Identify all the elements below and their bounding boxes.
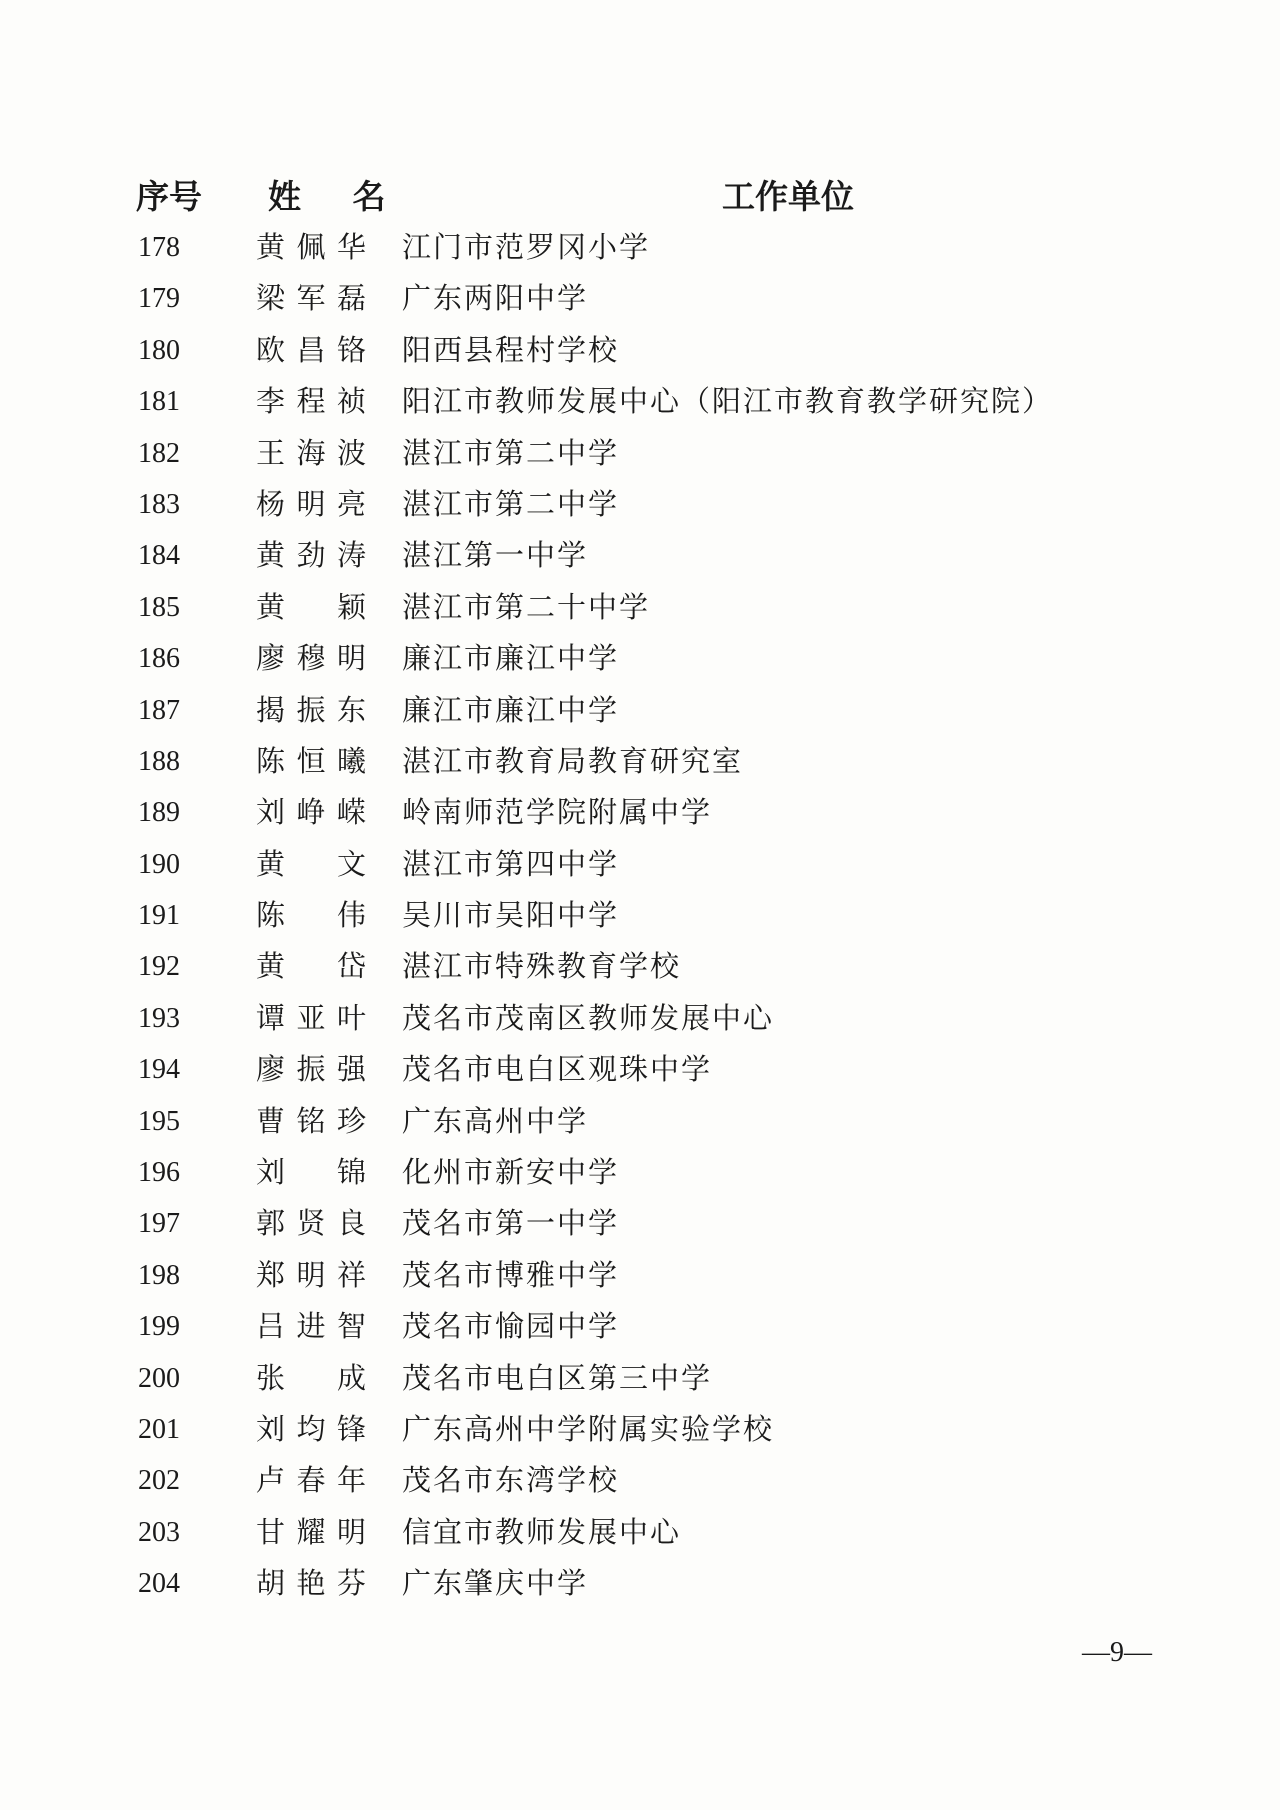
row-seq: 179 <box>138 283 180 315</box>
row-seq: 201 <box>138 1413 180 1445</box>
table-row <box>0 376 1280 427</box>
row-unit: 茂名市第一中学 <box>402 1206 620 1241</box>
table-header <box>0 172 1280 222</box>
row-seq: 188 <box>138 745 180 777</box>
table-row <box>0 1353 1280 1404</box>
row-seq: 178 <box>138 232 180 263</box>
row-unit: 岭南师范学院附属中学 <box>402 795 713 830</box>
row-seq: 183 <box>138 488 180 520</box>
row-seq: 187 <box>138 694 180 726</box>
row-unit: 湛江市第二中学 <box>402 435 620 470</box>
row-unit: 湛江市第四中学 <box>402 846 620 881</box>
row-name: 张成 <box>256 1360 366 1395</box>
row-unit: 茂名市愉园中学 <box>402 1309 620 1344</box>
row-unit: 茂名市电白区观珠中学 <box>402 1052 713 1087</box>
row-seq: 197 <box>138 1208 180 1240</box>
row-name: 郑明祥 <box>256 1257 366 1292</box>
table-row <box>0 993 1280 1044</box>
table-row <box>0 890 1280 941</box>
table-row <box>0 582 1280 633</box>
row-unit: 阳西县程村学校 <box>402 332 620 367</box>
row-name: 王海波 <box>256 435 366 470</box>
row-name: 刘锦 <box>256 1155 366 1190</box>
row-seq: 182 <box>138 437 180 469</box>
row-seq: 194 <box>138 1054 180 1086</box>
row-seq: 180 <box>138 334 180 366</box>
table-row <box>0 1147 1280 1198</box>
row-name: 廖振强 <box>256 1052 366 1087</box>
row-unit: 茂名市博雅中学 <box>402 1257 620 1292</box>
table-row <box>0 1198 1280 1249</box>
row-seq: 181 <box>138 386 180 418</box>
row-name: 谭亚叶 <box>256 1000 366 1035</box>
header-seq: 序号 <box>136 177 202 216</box>
row-name: 廖穆明 <box>256 641 366 676</box>
table-row <box>0 787 1280 838</box>
table-row <box>0 1455 1280 1506</box>
row-name: 曹铭珍 <box>256 1103 366 1138</box>
row-seq: 190 <box>138 848 180 880</box>
row-seq: 192 <box>138 951 180 983</box>
row-unit: 廉江市廉江中学 <box>402 692 620 727</box>
table-row <box>0 685 1280 736</box>
row-seq: 204 <box>138 1568 180 1600</box>
row-unit: 湛江市特殊教育学校 <box>402 949 682 984</box>
table-row <box>0 1250 1280 1301</box>
row-name: 黄岱 <box>256 949 366 984</box>
row-seq: 191 <box>138 900 180 932</box>
row-name: 黄颖 <box>256 589 366 624</box>
table-body <box>0 222 1280 1610</box>
row-name: 杨明亮 <box>256 486 366 521</box>
table-row <box>0 1404 1280 1455</box>
table-row <box>0 1044 1280 1095</box>
row-unit: 广东肇庆中学 <box>402 1566 589 1601</box>
row-name: 郭贤良 <box>256 1206 366 1241</box>
table-row <box>0 736 1280 787</box>
row-seq: 203 <box>138 1516 180 1548</box>
row-unit: 湛江市第二中学 <box>402 486 620 521</box>
table-row <box>0 1096 1280 1147</box>
row-unit: 茂名市电白区第三中学 <box>402 1360 713 1395</box>
row-unit: 廉江市廉江中学 <box>402 641 620 676</box>
row-name: 揭振东 <box>256 692 366 727</box>
header-unit: 工作单位 <box>722 177 854 216</box>
row-name: 吕进智 <box>256 1309 366 1344</box>
row-name: 胡艳芬 <box>256 1566 366 1601</box>
row-unit: 信宜市教师发展中心 <box>402 1514 682 1549</box>
row-seq: 186 <box>138 643 180 675</box>
row-name: 李程祯 <box>256 384 366 419</box>
table-row <box>0 325 1280 376</box>
row-unit: 广东两阳中学 <box>402 281 589 316</box>
row-name: 刘均锋 <box>256 1411 366 1446</box>
row-unit: 化州市新安中学 <box>402 1155 620 1190</box>
row-name: 陈伟 <box>256 898 366 933</box>
row-name: 陈恒曦 <box>256 743 366 778</box>
row-unit: 湛江市教育局教育研究室 <box>402 743 744 778</box>
table-row <box>0 1301 1280 1352</box>
table-row <box>0 530 1280 581</box>
row-name: 刘峥嵘 <box>256 795 366 830</box>
row-name: 欧昌铬 <box>256 332 366 367</box>
row-name: 甘耀明 <box>256 1514 366 1549</box>
row-unit: 湛江第一中学 <box>402 538 589 573</box>
row-name: 梁军磊 <box>256 281 366 316</box>
table-row <box>0 222 1280 273</box>
table-row <box>0 1558 1280 1609</box>
table-row <box>0 839 1280 890</box>
page-number: —9— <box>1082 1637 1152 1668</box>
row-unit: 江门市范罗冈小学 <box>402 230 651 264</box>
row-unit: 广东高州中学附属实验学校 <box>402 1411 775 1446</box>
row-seq: 196 <box>138 1157 180 1189</box>
table-row <box>0 633 1280 684</box>
row-unit: 阳江市教师发展中心（阳江市教育教学研究院） <box>402 384 1054 419</box>
row-seq: 200 <box>138 1362 180 1394</box>
header-name: 姓 名 <box>268 177 406 216</box>
table-row <box>0 1507 1280 1558</box>
row-name: 黄文 <box>256 846 366 881</box>
row-unit: 茂名市东湾学校 <box>402 1463 620 1498</box>
row-unit: 茂名市茂南区教师发展中心 <box>402 1000 775 1035</box>
row-seq: 185 <box>138 591 180 623</box>
row-name: 卢春年 <box>256 1463 366 1498</box>
row-seq: 195 <box>138 1105 180 1137</box>
row-name: 黄劲涛 <box>256 538 366 573</box>
table-row <box>0 941 1280 992</box>
row-seq: 189 <box>138 797 180 829</box>
row-name: 黄佩华 <box>256 230 366 264</box>
table-row <box>0 428 1280 479</box>
row-seq: 184 <box>138 540 180 572</box>
row-unit: 广东高州中学 <box>402 1103 589 1138</box>
table-row <box>0 479 1280 530</box>
row-seq: 199 <box>138 1311 180 1343</box>
row-seq: 202 <box>138 1465 180 1497</box>
row-unit: 湛江市第二十中学 <box>402 589 651 624</box>
row-unit: 吴川市吴阳中学 <box>402 898 620 933</box>
row-seq: 198 <box>138 1259 180 1291</box>
table-row <box>0 273 1280 324</box>
row-seq: 193 <box>138 1002 180 1034</box>
